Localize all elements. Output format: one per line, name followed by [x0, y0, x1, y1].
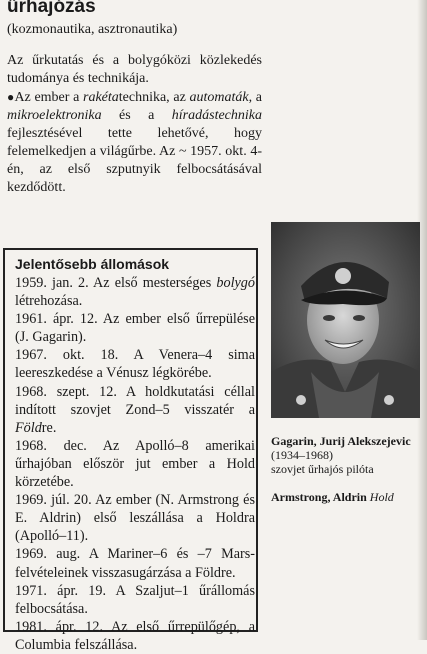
milestone-text-tail: re. [41, 419, 57, 436]
bullet-text-5: fejlesztésével tette lehetővé, hogy felemelkedjen a világűrbe. Az ~ 1957. okt. 4-én, az első szputnyik felbocsátásával kezdődött. [7, 126, 262, 195]
milestone-text: 1969. aug. A Mariner–6 és –7 Mars-felvételeinek visszasugárzása a Földre. [15, 546, 255, 581]
crossref-hiradastechnika[interactable]: híradástechnika [171, 108, 262, 123]
portrait-image [271, 222, 420, 418]
milestone-item [15, 618, 255, 654]
milestone-item [15, 491, 255, 545]
bullet-text-1: Az ember a [14, 90, 83, 105]
bullet-text-2: technika, az [118, 90, 190, 105]
milestone-text: 1968. dec. Az Apolló–8 amerikai űrhajóban először jut ember a Hold körzetébe. [15, 437, 255, 491]
caption-name: Gagarin, Jurij Alekszejevic [271, 434, 411, 448]
milestone-text: 1968. szept. 12. A holdkutatási céllal indított szovjet Zond–5 visszatér a [15, 383, 255, 418]
milestones-list [15, 274, 255, 654]
bullet-text-4: és a [101, 108, 172, 123]
entry-headword: űrhajózás [7, 0, 96, 17]
milestone-item [15, 383, 255, 437]
caption-role: szovjet űrhajós pilóta [271, 462, 374, 476]
milestone-item [15, 310, 255, 346]
milestone-text: 1969. júl. 20. Az ember (N. Armstrong és E. Aldrin) első leszállása a Holdra (Apolló–11). [15, 492, 255, 545]
bullet-icon: ● [7, 90, 15, 104]
caption-years: (1934–1968) [271, 448, 333, 462]
milestones-box [3, 248, 258, 653]
crossref-hold[interactable]: Hold [369, 490, 394, 504]
bullet-text-3: , a [248, 90, 262, 105]
milestone-crossref[interactable]: bolygó [216, 275, 255, 291]
milestone-text: 1981. ápr. 12. Az első űrrepülőgép, a Columbia felszállása. [15, 618, 255, 653]
see-also-names: Armstrong, Aldrin [271, 490, 367, 504]
entry-definition-block [7, 52, 262, 197]
milestone-text: 1959. jan. 2. Az első mesterséges [15, 275, 217, 291]
milestone-text: 1967. okt. 18. A Venera–4 sima leereszkedése a Vénusz légkörébe. [15, 347, 255, 382]
milestone-item [15, 346, 255, 382]
milestone-item [15, 274, 255, 310]
milestones-title: Jelentősebb állomások [15, 256, 170, 272]
milestone-text: 1961. ápr. 12. Az ember első űrrepülése (J. Gagarin). [15, 311, 255, 346]
milestone-item [15, 437, 255, 491]
crossref-mikroelektronika[interactable]: mikroelektronika [7, 108, 102, 123]
milestone-item [15, 582, 255, 618]
photo-caption [271, 434, 427, 476]
gagarin-portrait-photo [271, 222, 420, 418]
entry-subtitle: (kozmonautika, asztronautika) [7, 22, 178, 37]
milestone-item [15, 545, 255, 581]
see-also-line [271, 490, 394, 505]
milestone-text-tail: létrehozása. [15, 293, 83, 310]
milestone-text: 1971. ápr. 19. A Szaljut–1 űrállomás felbocsátása. [15, 582, 255, 617]
crossref-raketa[interactable]: rakéta [83, 90, 119, 105]
definition-text: Az űrkutatás és a bolygóközi közlekedés tudománya és technikája. [7, 53, 262, 86]
crossref-automatak[interactable]: automaták [189, 90, 249, 105]
milestone-crossref[interactable]: Föld [15, 419, 42, 436]
